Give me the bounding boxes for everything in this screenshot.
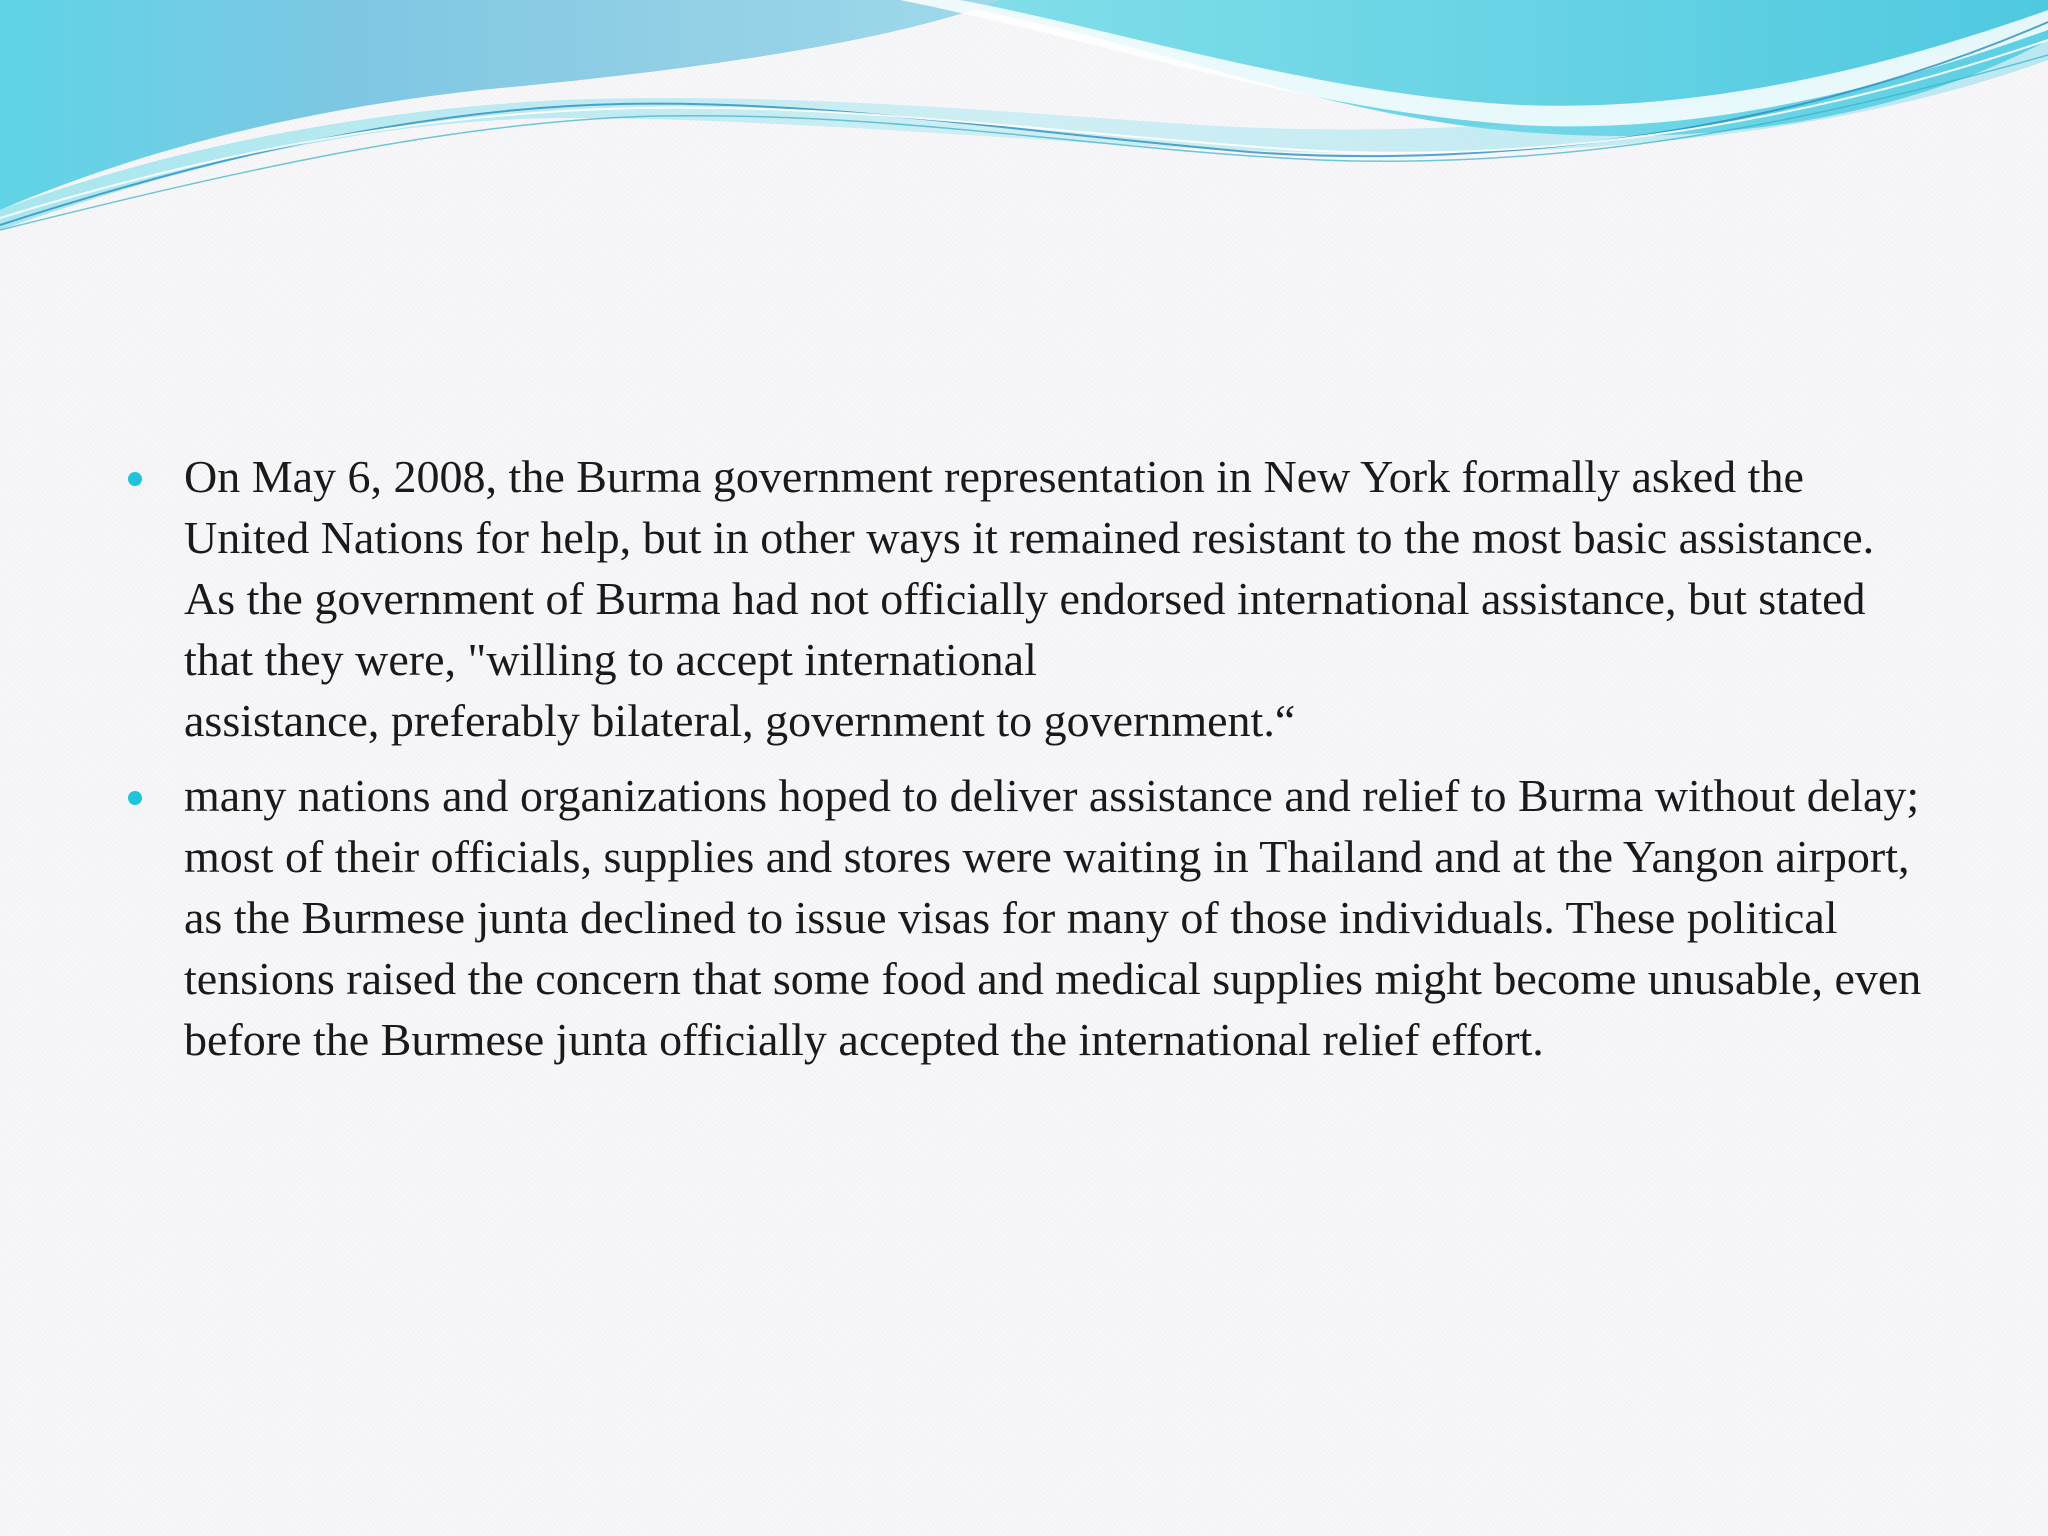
bullet-item	[124, 446, 1924, 751]
bullet-dot-icon	[128, 472, 142, 486]
bullet-dot-icon	[128, 791, 142, 805]
slide-content	[124, 446, 1924, 1084]
bullet-list	[124, 446, 1924, 1070]
bullet-text: On May 6, 2008, the Burma government representation in New York formally asked the United Nations for help, but in other ways it remained resistant to the most basic assistance. As the government of Burma had not officially endorsed international assistance, but stated that they were, "willing to accept international assistance, preferably bilateral, government to government.“	[184, 451, 1875, 746]
bullet-item	[124, 765, 1924, 1070]
bullet-text: many nations and organizations hoped to deliver assistance and relief to Burma without delay; most of their officials, supplies and stores were waiting in Thailand and at the Yangon airport, as the Burmese junta declined to issue visas for many of those individuals. These political tensions raised the concern that some food and medical supplies might become unusable, even before the Burmese junta officially accepted the international relief effort.	[184, 770, 1922, 1065]
wave-header-decoration	[0, 0, 2048, 240]
